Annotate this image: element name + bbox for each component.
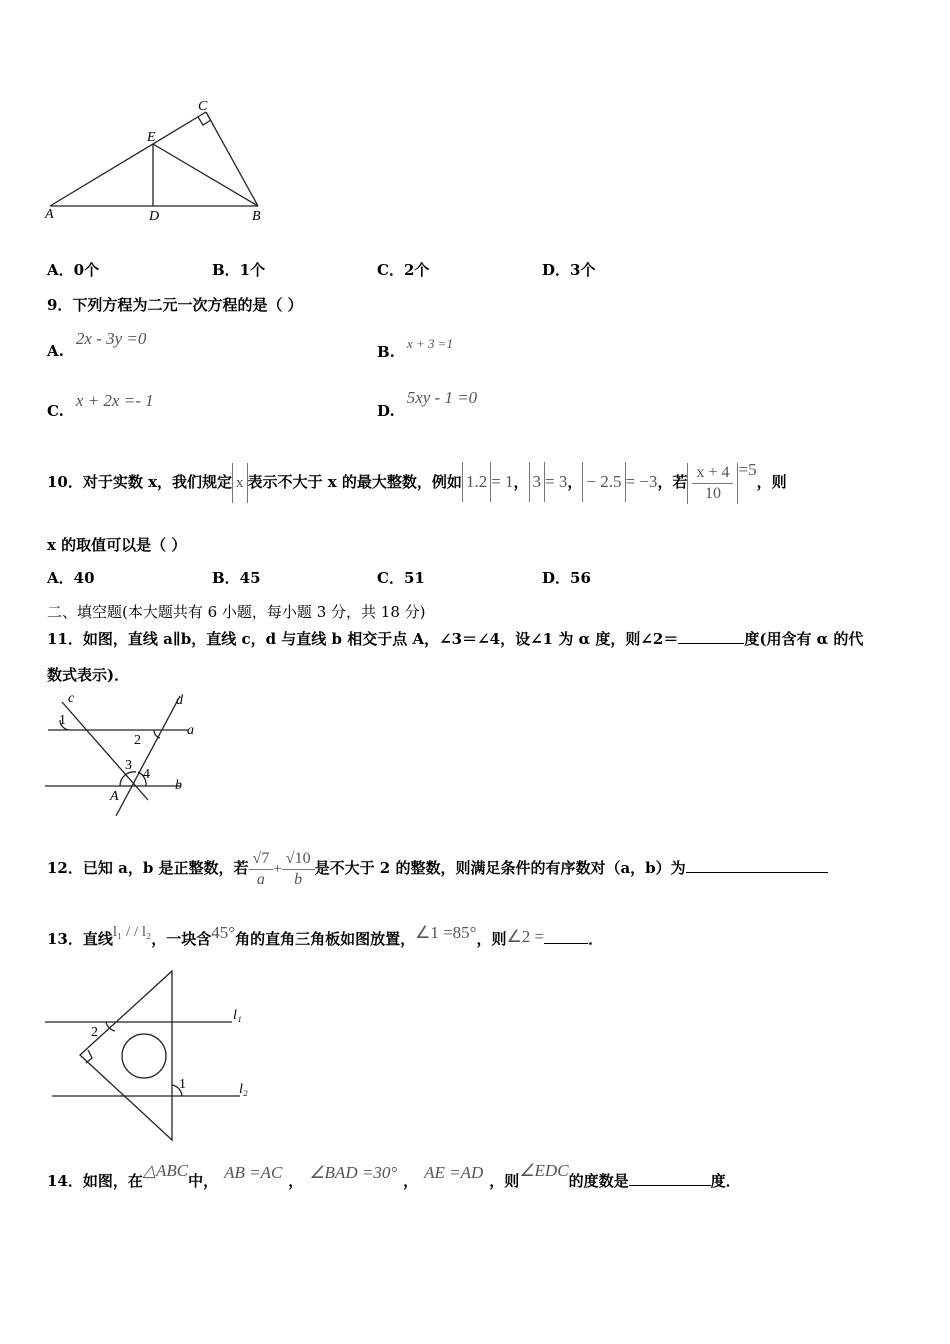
- q13-text: 13．直线: [47, 930, 113, 948]
- math-ae-ad: AE =AD: [424, 1163, 484, 1182]
- q10-option-a[interactable]: A．40: [47, 569, 95, 587]
- floor-x: x: [232, 463, 248, 503]
- q12-text: 12．已知 a，b 是正整数，若: [47, 859, 249, 877]
- q11-text: 11．如图，直线 a∥b，直线 c，d 与直线 b 相交于点 A，∠3＝∠4，设∠1 为 α 度，则∠2＝: [47, 630, 679, 648]
- frac-numerator: √7: [249, 849, 274, 870]
- label-c: c: [68, 691, 75, 706]
- q14-text: 中，: [188, 1172, 219, 1190]
- label-angle-3: 3: [125, 758, 132, 773]
- q9-option-b[interactable]: [377, 336, 453, 362]
- answer-blank[interactable]: [686, 858, 828, 873]
- q13-text: 角的直角三角板如图放置，: [235, 930, 416, 948]
- q8-option-d[interactable]: D．3个: [542, 261, 596, 279]
- q10-option-c[interactable]: C．51: [377, 569, 425, 587]
- q12-text: 是不大于 2 的整数，则满足条件的有序数对（a，b）为: [314, 859, 686, 877]
- plus-sign: +: [273, 861, 282, 877]
- floor-example: − 2.5: [582, 462, 625, 502]
- q8-option-a[interactable]: A．0个: [47, 261, 100, 279]
- q9-option-d[interactable]: [377, 388, 478, 420]
- answer-blank[interactable]: [544, 929, 588, 944]
- q13-stem: [47, 923, 604, 949]
- option-letter: D.: [377, 402, 395, 420]
- q14-text: ，则: [489, 1172, 520, 1190]
- math-angle1: ∠1 =85°: [415, 923, 477, 942]
- math-ab-ac: AB =AC: [224, 1163, 283, 1182]
- q10-option-b[interactable]: B．45: [212, 569, 261, 587]
- q8-option-c[interactable]: C．2个: [377, 261, 430, 279]
- frac-denominator: 10: [704, 485, 721, 503]
- floor-example: 1.2: [462, 462, 491, 502]
- label-l1: l₁: [233, 1008, 242, 1023]
- label-b: b: [175, 778, 182, 793]
- label-angle-2: 2: [91, 1025, 98, 1040]
- q11-line2: 数式表示)．: [47, 666, 130, 684]
- q9-option-a[interactable]: [47, 329, 147, 360]
- option-letter: C.: [47, 402, 64, 420]
- label-C: C: [198, 99, 208, 114]
- math-45: 45°: [211, 923, 236, 942]
- sep: ，: [567, 473, 583, 491]
- option-math: x + 3 =1: [406, 336, 453, 351]
- q14-stem: [47, 1161, 741, 1190]
- q14-text: 14．如图，在: [47, 1172, 143, 1190]
- option-math: x + 2x =- 1: [75, 391, 154, 410]
- q14-text: 度．: [710, 1172, 741, 1190]
- floor-result: = 1: [491, 472, 514, 491]
- label-B: B: [252, 209, 261, 224]
- label-A: A: [110, 789, 119, 804]
- q14-text: 的度数是: [568, 1172, 629, 1190]
- q13-text: ，一块含: [151, 930, 212, 948]
- q10-text: 10．对于实数 x，我们规定: [47, 473, 233, 491]
- q10-text: ，则: [756, 473, 787, 491]
- q13-text: ．: [588, 930, 604, 948]
- frac-numerator: x + 4: [692, 463, 733, 484]
- triangle-ruler-figure-q13: [40, 965, 260, 1145]
- answer-blank[interactable]: [629, 1171, 711, 1186]
- parallel-lines-figure-q11: [40, 690, 210, 820]
- math-bad: ∠BAD =30°: [309, 1163, 398, 1182]
- label-E: E: [147, 130, 156, 145]
- math-parallel: l₁ / / l₂: [112, 924, 152, 940]
- q10-stem: [47, 462, 787, 504]
- option-math: 2x - 3y =0: [75, 329, 147, 348]
- frac-denominator: a: [256, 870, 265, 888]
- label-angle-4: 4: [143, 767, 150, 782]
- q11-stem: [47, 629, 863, 648]
- q12-stem: [47, 846, 828, 891]
- section-heading: 二、填空题(本大题共有 6 小题，每小题 3 分，共 18 分): [47, 603, 426, 621]
- option-letter: A.: [47, 342, 64, 360]
- label-a: a: [187, 723, 194, 738]
- frac-denominator: b: [294, 870, 303, 888]
- math-angle2: ∠2 =: [506, 927, 545, 946]
- triangle-figure-q8: [40, 92, 280, 232]
- floor-result: = 3: [545, 472, 568, 491]
- q10-text: 表示不大于 x 的最大整数，例如: [247, 473, 462, 491]
- q8-option-b[interactable]: B．1个: [212, 261, 266, 279]
- label-D: D: [149, 209, 160, 224]
- equation-value: =5: [738, 460, 757, 479]
- q14-text: ，: [403, 1172, 419, 1190]
- floor-example: 3: [529, 462, 546, 502]
- q10-line2: x 的取值可以是（ ）: [47, 536, 187, 554]
- label-d: d: [176, 693, 183, 708]
- q13-text: ，则: [476, 930, 507, 948]
- q10-option-d[interactable]: D．56: [542, 569, 591, 587]
- q14-text: ，: [288, 1172, 304, 1190]
- frac-numerator: √10: [282, 849, 315, 870]
- label-angle-2: 2: [134, 733, 141, 748]
- option-math: 5xy - 1 =0: [406, 388, 478, 407]
- label-angle-1: 1: [179, 1077, 186, 1092]
- q11-text: 度(用含有 α 的代: [744, 630, 864, 648]
- answer-blank[interactable]: [678, 629, 744, 644]
- floor-result: = −3: [625, 472, 658, 491]
- label-l2: l₂: [239, 1082, 248, 1097]
- label-angle-1: 1: [59, 713, 66, 728]
- q9-option-c[interactable]: [47, 391, 154, 420]
- q10-text: ，若: [657, 473, 688, 491]
- sep: ，: [513, 473, 529, 491]
- label-A: A: [45, 207, 54, 222]
- math-triangle: △ABC: [142, 1161, 189, 1180]
- math-edc: ∠EDC: [519, 1161, 569, 1180]
- option-letter: B.: [377, 343, 395, 361]
- q9-stem: 9．下列方程为二元一次方程的是（ ）: [47, 296, 303, 314]
